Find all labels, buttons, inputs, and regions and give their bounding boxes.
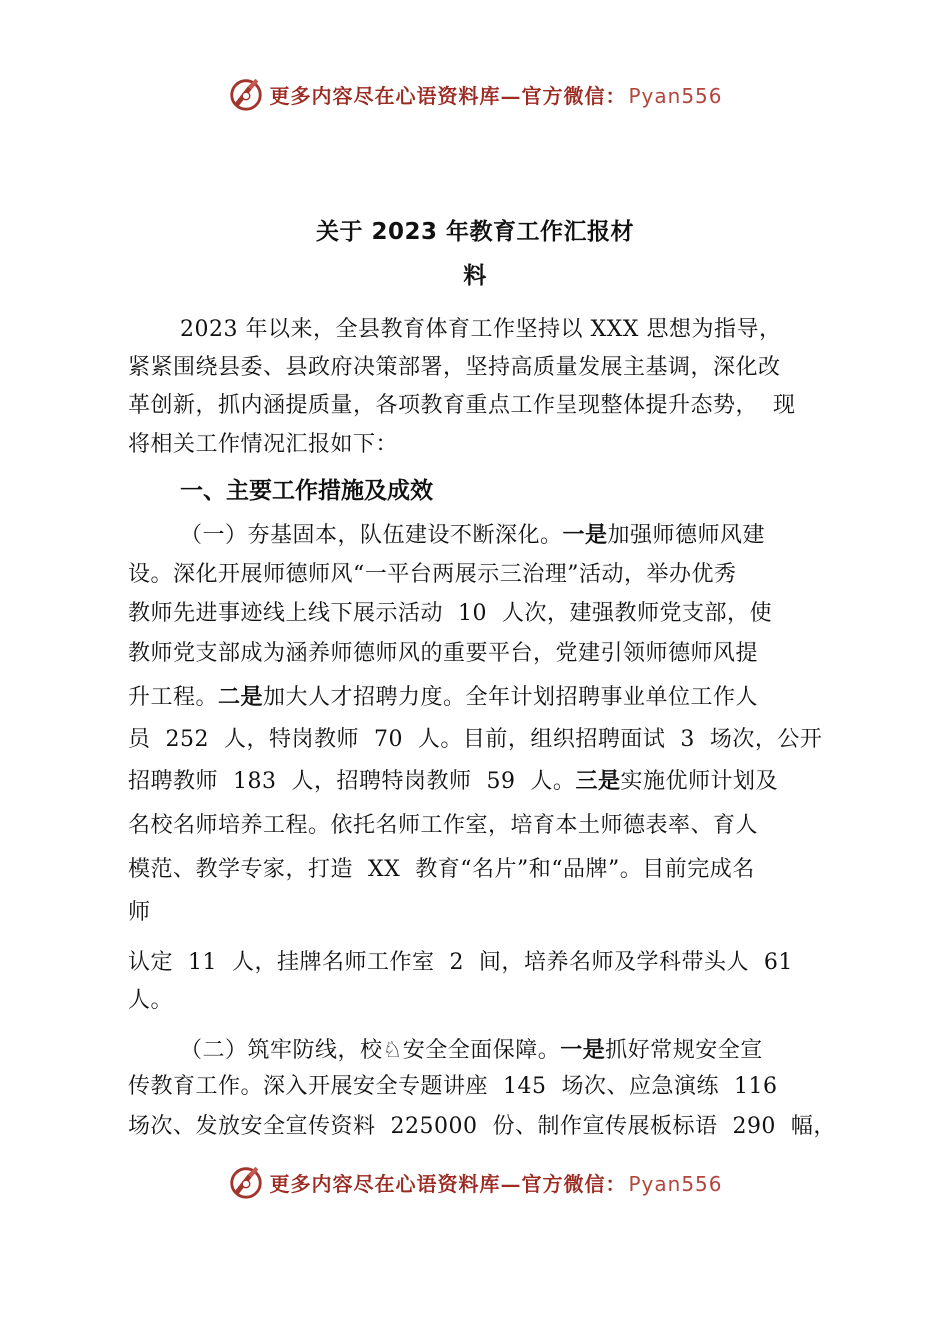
intro-line: 革创新，抓内涵提质量，各项教育重点工作呈现整体提升态势， 现 [128,393,796,418]
paragraph-line: 模范、教学专家，打造 XX 教育“名片”和“品牌”。目前完成名 [128,857,755,882]
seal-logo-icon [227,75,265,113]
paragraph-line: 升工程。二是加大人才招聘力度。全年计划招聘事业单位工作人 [128,685,759,710]
watermark-banner-bottom [0,1160,950,1204]
paragraph-line: 教师党支部成为涵养师德师风的重要平台，党建引领师德师风提 [128,641,759,666]
paragraph-line: 教师先进事迹线上线下展示活动 10 人次，建强教师党支部，使 [128,601,772,626]
intro-line: 将相关工作情况汇报如下： [128,432,399,457]
intro-line: 紧紧围绕县委、县政府决策部署，坚持高质量发展主基调，深化改 [128,355,781,380]
paragraph-line: 设。深化开展师德师风“一平台两展示三治理”活动，举办优秀 [128,562,737,587]
document-title: 关于 2023 年教育工作汇报材 [315,219,635,245]
watermark-text: 更多内容尽在心语资料库—官方微信： Pyan556 [269,83,723,108]
watermark-text: 更多内容尽在心语资料库—官方微信： Pyan556 [269,1171,723,1196]
intro-line: 2023 年以来，全县教育体育工作坚持以 XXX 思想为指导， [180,317,782,342]
paragraph-line: 场次、发放安全宣传资料 225000 份、制作宣传展板标语 290 幅， [128,1114,836,1139]
document-title-continued: 料 [463,263,487,289]
seal-logo-icon [227,1163,265,1201]
paragraph-line: 传教育工作。深入开展安全专题讲座 145 场次、应急演练 116 [128,1074,778,1099]
paragraph-line: （一）夯基固本，队伍建设不断深化。一是加强师德师风建 [180,523,766,548]
paragraph-line: 员 252 人，特岗教师 70 人。目前，组织招聘面试 3 场次，公开 [128,727,823,752]
paragraph-line: 人。 [128,988,174,1013]
paragraph-line: （二）筑牢防线，校♘安全全面保障。一是抓好常规安全宣 [180,1038,763,1063]
paragraph-line: 认定 11 人，挂牌名师工作室 2 间，培养名师及学科带头人 61 [128,950,793,975]
paragraph-line: 师 [128,900,151,925]
paragraph-line: 名校名师培养工程。依托名师工作室，培育本土师德表率、育人 [128,813,759,838]
paragraph-line: 招聘教师 183 人，招聘特岗教师 59 人。三是实施优师计划及 [128,769,778,794]
watermark-banner-top [0,72,950,116]
section-heading: 一、主要工作措施及成效 [180,478,433,504]
